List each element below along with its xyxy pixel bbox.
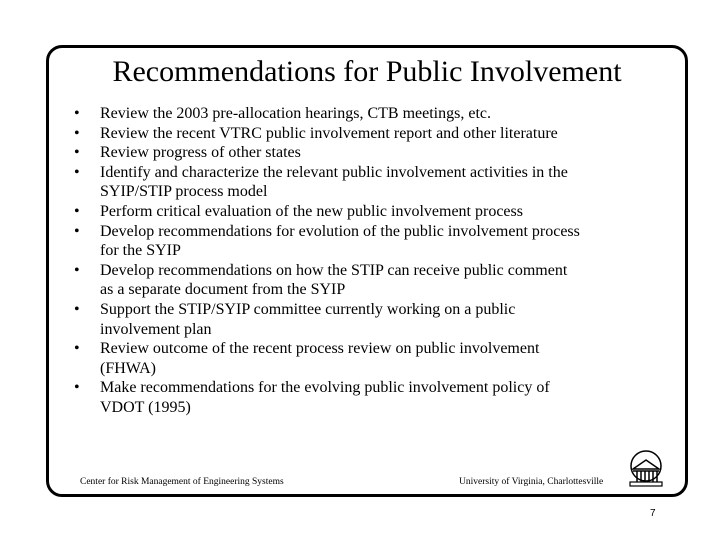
bullet-icon: • [74,340,80,358]
bullet-icon: • [74,124,80,142]
bullet-text-line: Identify and characterize the relevant public involvement activities in the [100,163,568,181]
bullet-icon: • [74,163,80,181]
bullet-text-line: involvement plan [100,320,212,338]
bullet-icon: • [74,261,80,279]
bullet-item [74,300,674,339]
bullet-text-line: Support the STIP/SYIP committee currently working on a public [100,300,516,318]
bullet-icon: • [74,222,80,240]
bullet-icon: • [74,379,80,397]
bullet-text-line: Review outcome of the recent process review on public involvement [100,340,540,358]
bullet-item [74,378,674,417]
bullet-item [74,104,674,124]
bullet-text-line: SYIP/STIP process model [100,183,268,201]
bullet-item [74,202,674,222]
bullet-item [74,124,674,144]
bullet-text-line: for the SYIP [100,242,181,260]
bullet-icon: • [74,300,80,318]
page-number: 7 [650,508,656,519]
bullet-text-line: as a separate document from the SYIP [100,281,346,299]
footer-organization: Center for Risk Management of Engineering Systems [80,477,284,487]
rotunda-logo-icon [629,447,663,487]
slide-title: Recommendations for Public Involvement [112,55,622,88]
bullet-text-line: Review the recent VTRC public involvement report and other literature [100,124,558,142]
bullet-item [74,143,674,163]
bullet-list [74,104,674,418]
bullet-icon: • [74,202,80,220]
bullet-icon: • [74,144,80,162]
bullet-item [74,163,674,202]
bullet-text-line: Perform critical evaluation of the new public involvement process [100,202,523,220]
bullet-item [74,261,674,300]
bullet-item [74,339,674,378]
bullet-text-line: Develop recommendations on how the STIP can receive public comment [100,261,568,279]
bullet-text-line: (FHWA) [100,359,156,377]
bullet-text-line: VDOT (1995) [100,398,191,416]
footer-university: University of Virginia, Charlottesville [459,477,604,487]
bullet-text-line: Review progress of other states [100,144,301,162]
bullet-text-line: Make recommendations for the evolving public involvement policy of [100,379,550,397]
bullet-icon: • [74,105,80,122]
bullet-text-line: Review the 2003 pre-allocation hearings, CTB meetings, etc. [100,105,491,122]
bullet-item [74,222,674,261]
bullet-text-line: Develop recommendations for evolution of the public involvement process [100,222,580,240]
